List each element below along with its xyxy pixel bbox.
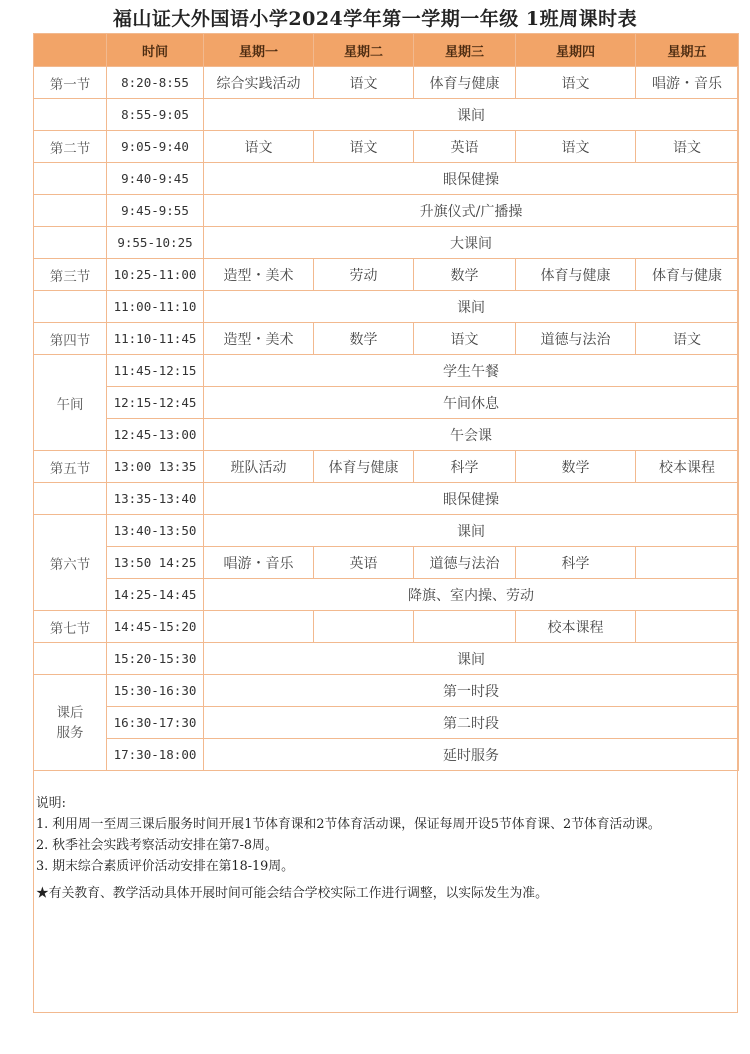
table-row <box>34 483 739 515</box>
span-cell: 升旗仪式/广播操 <box>204 195 739 227</box>
span-cell: 课间 <box>204 643 739 675</box>
class-cell: 语文 <box>414 323 516 355</box>
table-row <box>34 611 739 643</box>
span-cell: 眼保健操 <box>204 163 739 195</box>
class-cell: 道德与法治 <box>516 323 636 355</box>
table-row <box>34 579 739 611</box>
period-label-empty <box>34 99 107 131</box>
class-cell: 班队活动 <box>204 451 314 483</box>
span-cell: 课间 <box>204 291 739 323</box>
period-label: 第五节 <box>34 451 107 483</box>
time-cell: 13:50 14:25 <box>107 547 204 579</box>
note-item-3: 3. 期末综合素质评价活动安排在第18-19周。 <box>36 859 294 874</box>
table-row <box>34 227 739 259</box>
notes-section <box>36 793 736 904</box>
page-title: 福山证大外国语小学2024学年第一学期一年级 1班周课时表 <box>112 8 638 30</box>
period-label: 午间 <box>34 355 107 451</box>
time-cell: 9:55-10:25 <box>107 227 204 259</box>
period-label-after-school <box>34 675 107 771</box>
span-cell: 延时服务 <box>204 739 739 771</box>
period-label-empty <box>34 163 107 195</box>
time-cell: 11:10-11:45 <box>107 323 204 355</box>
class-cell: 校本课程 <box>636 451 739 483</box>
class-cell: 唱游・音乐 <box>636 67 739 99</box>
period-label: 第六节 <box>34 515 107 611</box>
time-cell: 8:55-9:05 <box>107 99 204 131</box>
period-label-empty <box>34 195 107 227</box>
header-row <box>34 34 739 67</box>
note-star: ★有关教育、教学活动具体开展时间可能会结合学校实际工作进行调整，以实际发生为准。 <box>36 886 548 901</box>
span-cell: 降旗、室内操、劳动 <box>204 579 739 611</box>
class-cell <box>636 611 739 643</box>
table-row <box>34 707 739 739</box>
class-cell: 英语 <box>314 547 414 579</box>
span-cell: 学生午餐 <box>204 355 739 387</box>
period-label-empty <box>34 291 107 323</box>
class-cell: 校本课程 <box>516 611 636 643</box>
period-label-empty <box>34 227 107 259</box>
class-cell: 科学 <box>414 451 516 483</box>
header-day-wed: 星期三 <box>414 34 516 67</box>
class-cell <box>314 611 414 643</box>
table-row <box>34 387 739 419</box>
class-cell: 语文 <box>314 131 414 163</box>
class-cell: 体育与健康 <box>414 67 516 99</box>
table-row <box>34 291 739 323</box>
class-cell <box>414 611 516 643</box>
class-cell: 语文 <box>636 131 739 163</box>
span-cell: 眼保健操 <box>204 483 739 515</box>
class-cell: 数学 <box>516 451 636 483</box>
span-cell: 第一时段 <box>204 675 739 707</box>
span-cell: 午会课 <box>204 419 739 451</box>
class-cell: 造型・美术 <box>204 323 314 355</box>
span-cell: 大课间 <box>204 227 739 259</box>
period-label: 第三节 <box>34 259 107 291</box>
time-cell: 11:45-12:15 <box>107 355 204 387</box>
timetable <box>33 33 739 771</box>
class-cell: 数学 <box>414 259 516 291</box>
header-day-mon: 星期一 <box>204 34 314 67</box>
after-school-line1: 课后 <box>56 704 84 721</box>
time-cell: 13:40-13:50 <box>107 515 204 547</box>
class-cell: 体育与健康 <box>516 259 636 291</box>
time-cell: 9:40-9:45 <box>107 163 204 195</box>
after-school-line2: 服务 <box>56 724 84 741</box>
header-day-thu: 星期四 <box>516 34 636 67</box>
class-cell: 英语 <box>414 131 516 163</box>
notes-heading: 说明: <box>36 796 66 811</box>
class-cell <box>204 611 314 643</box>
table-row <box>34 675 739 707</box>
time-cell: 9:05-9:40 <box>107 131 204 163</box>
class-cell: 语文 <box>314 67 414 99</box>
class-cell: 语文 <box>516 67 636 99</box>
period-label-empty <box>34 483 107 515</box>
time-cell: 11:00-11:10 <box>107 291 204 323</box>
table-row <box>34 547 739 579</box>
table-row <box>34 451 739 483</box>
header-day-fri: 星期五 <box>636 34 739 67</box>
span-cell: 午间休息 <box>204 387 739 419</box>
time-cell: 8:20-8:55 <box>107 67 204 99</box>
table-row <box>34 323 739 355</box>
note-item-1: 1. 利用周一至周三课后服务时间开展1节体育课和2节体育活动课，保证每周开设5节体育课、2节体育活动课。 <box>36 817 661 832</box>
span-cell: 课间 <box>204 515 739 547</box>
note-item-2: 2. 秋季社会实践考察活动安排在第7-8周。 <box>36 838 278 853</box>
class-cell: 科学 <box>516 547 636 579</box>
span-cell: 第二时段 <box>204 707 739 739</box>
period-label: 第二节 <box>34 131 107 163</box>
table-row <box>34 195 739 227</box>
class-cell: 体育与健康 <box>314 451 414 483</box>
table-row <box>34 419 739 451</box>
time-cell: 16:30-17:30 <box>107 707 204 739</box>
table-row <box>34 643 739 675</box>
header-day-tue: 星期二 <box>314 34 414 67</box>
period-label-empty <box>34 643 107 675</box>
period-label: 第七节 <box>34 611 107 643</box>
time-cell: 17:30-18:00 <box>107 739 204 771</box>
class-cell: 语文 <box>204 131 314 163</box>
table-row <box>34 67 739 99</box>
table-row <box>34 739 739 771</box>
class-cell <box>636 547 739 579</box>
table-row <box>34 355 739 387</box>
class-cell: 劳动 <box>314 259 414 291</box>
class-cell: 道德与法治 <box>414 547 516 579</box>
time-cell: 12:15-12:45 <box>107 387 204 419</box>
class-cell: 语文 <box>516 131 636 163</box>
table-row <box>34 131 739 163</box>
class-cell: 综合实践活动 <box>204 67 314 99</box>
class-cell: 造型・美术 <box>204 259 314 291</box>
table-row <box>34 163 739 195</box>
class-cell: 数学 <box>314 323 414 355</box>
period-label: 第一节 <box>34 67 107 99</box>
class-cell: 体育与健康 <box>636 259 739 291</box>
time-cell: 12:45-13:00 <box>107 419 204 451</box>
table-row <box>34 99 739 131</box>
table-row <box>34 259 739 291</box>
time-cell: 13:35-13:40 <box>107 483 204 515</box>
time-cell: 10:25-11:00 <box>107 259 204 291</box>
header-period <box>34 34 107 67</box>
period-label: 第四节 <box>34 323 107 355</box>
header-time: 时间 <box>107 34 204 67</box>
time-cell: 14:45-15:20 <box>107 611 204 643</box>
time-cell: 9:45-9:55 <box>107 195 204 227</box>
span-cell: 课间 <box>204 99 739 131</box>
table-row <box>34 515 739 547</box>
time-cell: 13:00 13:35 <box>107 451 204 483</box>
time-cell: 14:25-14:45 <box>107 579 204 611</box>
time-cell: 15:30-16:30 <box>107 675 204 707</box>
class-cell: 唱游・音乐 <box>204 547 314 579</box>
time-cell: 15:20-15:30 <box>107 643 204 675</box>
class-cell: 语文 <box>636 323 739 355</box>
